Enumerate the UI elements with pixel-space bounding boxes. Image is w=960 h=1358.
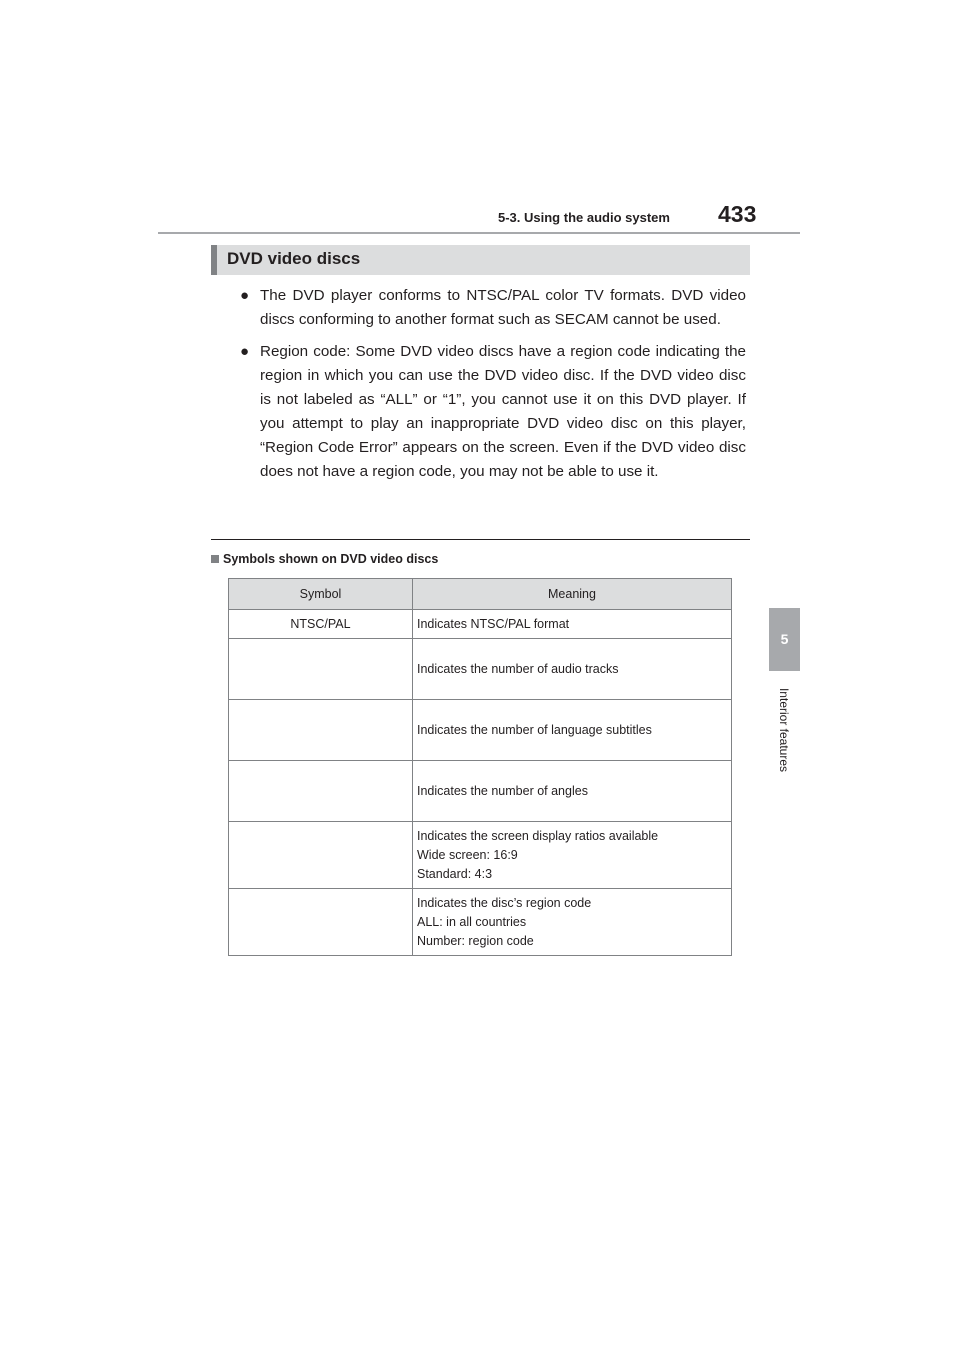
table-row — [229, 700, 732, 761]
meaning-cell: Indicates the number of language subtitles — [413, 700, 732, 761]
bullet-list — [240, 284, 746, 492]
symbol-cell — [229, 822, 413, 889]
square-icon — [211, 555, 219, 563]
bullet-text: The DVD player conforms to NTSC/PAL color TV formats. DVD video discs conforming to another format such as SECAM cannot be used. — [260, 287, 746, 328]
symbol-cell — [229, 700, 413, 761]
table-row — [229, 761, 732, 822]
meaning-cell: Indicates the disc’s region code ALL: in all countries Number: region code — [413, 889, 732, 956]
table-row — [229, 610, 732, 639]
bullet-item — [240, 340, 746, 484]
symbol-cell — [229, 889, 413, 956]
bullet-icon: ● — [240, 287, 250, 304]
section-title: DVD video discs — [227, 249, 361, 268]
table-row — [229, 639, 732, 700]
subsection-title: Symbols shown on DVD video discs — [223, 552, 439, 566]
meaning-cell: Indicates the number of angles — [413, 761, 732, 822]
chapter-tab: 5 — [769, 608, 800, 671]
subsection-heading — [211, 552, 438, 566]
header-rule — [158, 232, 800, 234]
table-header-symbol: Symbol — [229, 579, 413, 610]
section-heading-bar — [211, 245, 750, 275]
page-number: 433 — [718, 201, 757, 227]
bullet-icon: ● — [240, 343, 250, 360]
meaning-cell: Indicates the number of audio tracks — [413, 639, 732, 700]
symbol-cell: NTSC/PAL — [229, 610, 413, 639]
meaning-cell: Indicates NTSC/PAL format — [413, 610, 732, 639]
symbol-cell — [229, 639, 413, 700]
chapter-label: Interior features — [777, 687, 791, 773]
symbols-table — [228, 578, 732, 956]
table-row — [229, 822, 732, 889]
table-row — [229, 889, 732, 956]
subsection-rule — [211, 539, 750, 540]
bullet-text: Region code: Some DVD video discs have a region code indicating the region in which you can use the DVD video disc. If the DVD video disc is not labeled as “ALL” or “1”, you cannot use it on this DVD player. If you attempt to play an inappropriate DVD video disc on this player, “Region Code Error” appears on the screen. Even if the DVD video disc does not have a region code, you may not be able to use it. — [260, 343, 746, 480]
running-header: 5-3. Using the audio system — [498, 210, 670, 225]
symbol-cell — [229, 761, 413, 822]
meaning-cell: Indicates the screen display ratios available Wide screen: 16:9 Standard: 4:3 — [413, 822, 732, 889]
bullet-item — [240, 284, 746, 332]
table-header-meaning: Meaning — [413, 579, 732, 610]
